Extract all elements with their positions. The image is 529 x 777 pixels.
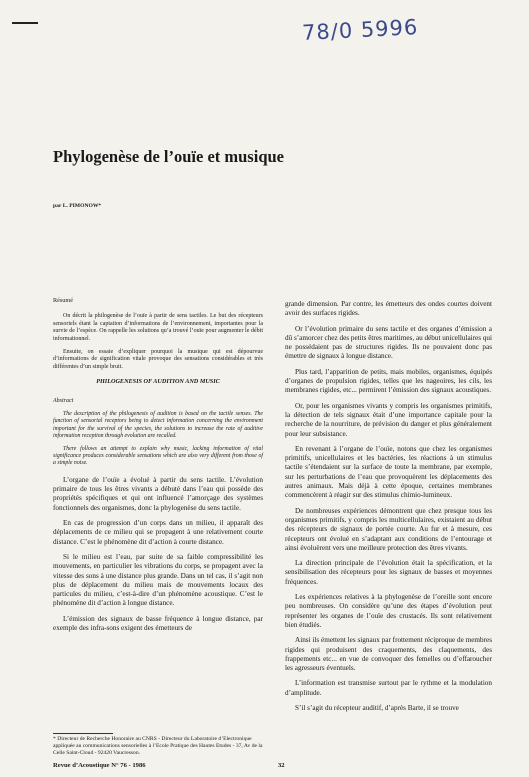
body-paragraph: En revenant à l’organe de l’ouïe, notons que chez les organismes primitifs, unicellulaires et les bactéries, les réactions à un stimulus tactile s’étendaient sur la surface de toute la membrane, par exemple, sur les perturbations de l’eau que provoquèrent les déplacements des autres animaux. Mais déjà à cette époque, certaines membranes commencèrent à réagir sur des stimulus chimio-lumineux. xyxy=(285,444,492,500)
body-paragraph: Or, pour les organismes vivants y compris les organismes primitifs, la détection de tels signaux était d’une importance capitale pour la recherche de la nourriture, de prévision du danger et plus généralement pour leur subsistance. xyxy=(285,401,492,438)
body-paragraph: L’organe de l’ouïe a évolué à partir du sens tactile. L’évolution primaire de tous les êtres vivants a débuté dans l’eau qui possède des propriétés spécifiques et qui ont influencé l’amorçage des systèmes fonctionnels des organismes, donc la phylogenèse du sens tactile. xyxy=(53,475,263,512)
abstract-paragraph: There follows an attempt to explain why music, lacking information of vital significance produces considerable sensations which are also very different from those of a simple noise. xyxy=(53,445,263,467)
handwritten-reference-number: 78/0 5996 xyxy=(301,14,419,46)
abstract-paragraph: The description of the philogenesis of audition is based on the tactile senses. The function of sensorial receptors being to detect information concerning the environment important for the survival of the species, the solutions to increase the rate of auditive information reception through evolution are recalled. xyxy=(53,411,263,440)
body-paragraph: La direction principale de l’évolution était la spécification, et la sensibilisation des récepteurs pour les signaux de basses et moyennes fréquences. xyxy=(285,559,492,586)
right-column xyxy=(285,300,492,719)
page-number: 32 xyxy=(278,762,285,769)
body-paragraph: grande dimension. Par contre, les émetteurs des ondes courtes doivent avoir des surfaces rigides. xyxy=(285,300,492,318)
resume-paragraph: On décrit la philogenèse de l’ouïe à partir de sens tactiles. Le but des récepteurs sensoriels étant la captation d’informations de l’environnement, importantes pour la survie de l’espèce. On rappelle les solutions qu’a trouvé l’ouïe pour augmenter le débit informationnel. xyxy=(53,313,263,343)
margin-dash-mark xyxy=(12,22,38,24)
body-paragraph: Or l’évolution primaire du sens tactile et des organes d’émission a dû s’amorcer chez des petits êtres maritimes, au début unicellulaires qui ne possédaient pas de structures rigides. Ils ne pouvaient donc pas émettre de signaux à longue distance. xyxy=(285,324,492,361)
footnote: * Directeur de Recherche Honoraire au CNRS - Directeur du Laboratoire d’Electronique appliquée au communications sensorielles à l’Ecole Pratique des Hautes Etudes - 37, Av de la Celle Saint-Cloud - 92420 Vaucresson. xyxy=(53,736,263,756)
body-paragraph: De nombreuses expériences démontrent que chez presque tous les organismes primitifs, y compris les multicellulaires, existaient au début des récepteurs de signaux de portée courte. Au fur et à mesure, ces récepteurs ont évolué en s’adaptant aux conditions de l’entourage et ainsi évoluèrent vers une meilleure protection des êtres vivants. xyxy=(285,506,492,552)
body-paragraph: Plus tard, l’apparition de petits, mais mobiles, organismes, équipés d’organes de propulsion rigides, telles que les nageoires, les cils, les membranes rigides, etc... permirent l’émission des signaux acoustiques. xyxy=(285,367,492,395)
body-paragraph: Ainsi ils émettent les signaux par frottement réciproque de membres rigides qui produisent des craquements, des claquements, des frappements etc... en vue de convoquer des femelles ou d’effaroucher les agresseurs éventuels. xyxy=(285,636,492,673)
body-paragraph: L’émission des signaux de basse fréquence à longue distance, par exemple des infra-sons exigent des émetteurs de xyxy=(53,614,263,633)
body-paragraph: S’il s’agit du récepteur auditif, d’après Barte, il se trouve xyxy=(295,703,459,712)
body-paragraph: Les expériences relatives à la phylogenèse de l’oreille sont encore peu nombreuses. On considère qu’une des étapes d’évolution peut représenter les organes de l’ouïe des crustacés. Ils sont relativement bien étudiés. xyxy=(285,593,492,629)
author-line: par L. PIMONOW* xyxy=(53,203,102,209)
article-title: Phylogenèse de l’ouïe et musique xyxy=(53,147,284,166)
footnote-rule xyxy=(53,733,113,734)
body-paragraph: En cas de progression d’un corps dans un milieu, il apparaît des déplacements de ce milieu qui se propagent à une relativement courte distance. C’est le phénomène dit d’action à courte distance. xyxy=(53,519,263,546)
journal-footer: Revue d’Acoustique N° 76 - 1986 xyxy=(53,762,146,769)
body-paragraph: Si le milieu est l’eau, par suite de sa faible compressibilité les mouvements, en particulier les vibrations du corps, se propagent avec la vitesse des sons à une distance plus grande. Dans un tel cas, il s’agit non plus de déplacement du milieu mais de mouvements locaux des particules du milieu, c’est-à-dire d’un phénomène acoustique. C’est le phénomène dit d’action à longue distance. xyxy=(53,552,263,608)
abstract-heading: Abstract xyxy=(53,397,74,404)
resume-heading: Résumé xyxy=(53,297,73,304)
body-paragraph: L’information est transmise surtout par le rythme et la modulation d’amplitude. xyxy=(285,679,492,697)
resume-paragraph: Ensuite, on essaie d’expliquer pourquoi la musique qui est dépourvue d’informations de signification vitale provoque des sensations considérables et très différentes d’un simple bruit. xyxy=(53,348,263,370)
left-column xyxy=(53,296,263,639)
english-title: PHILOGENESIS OF AUDITION AND MUSIC xyxy=(96,378,220,386)
